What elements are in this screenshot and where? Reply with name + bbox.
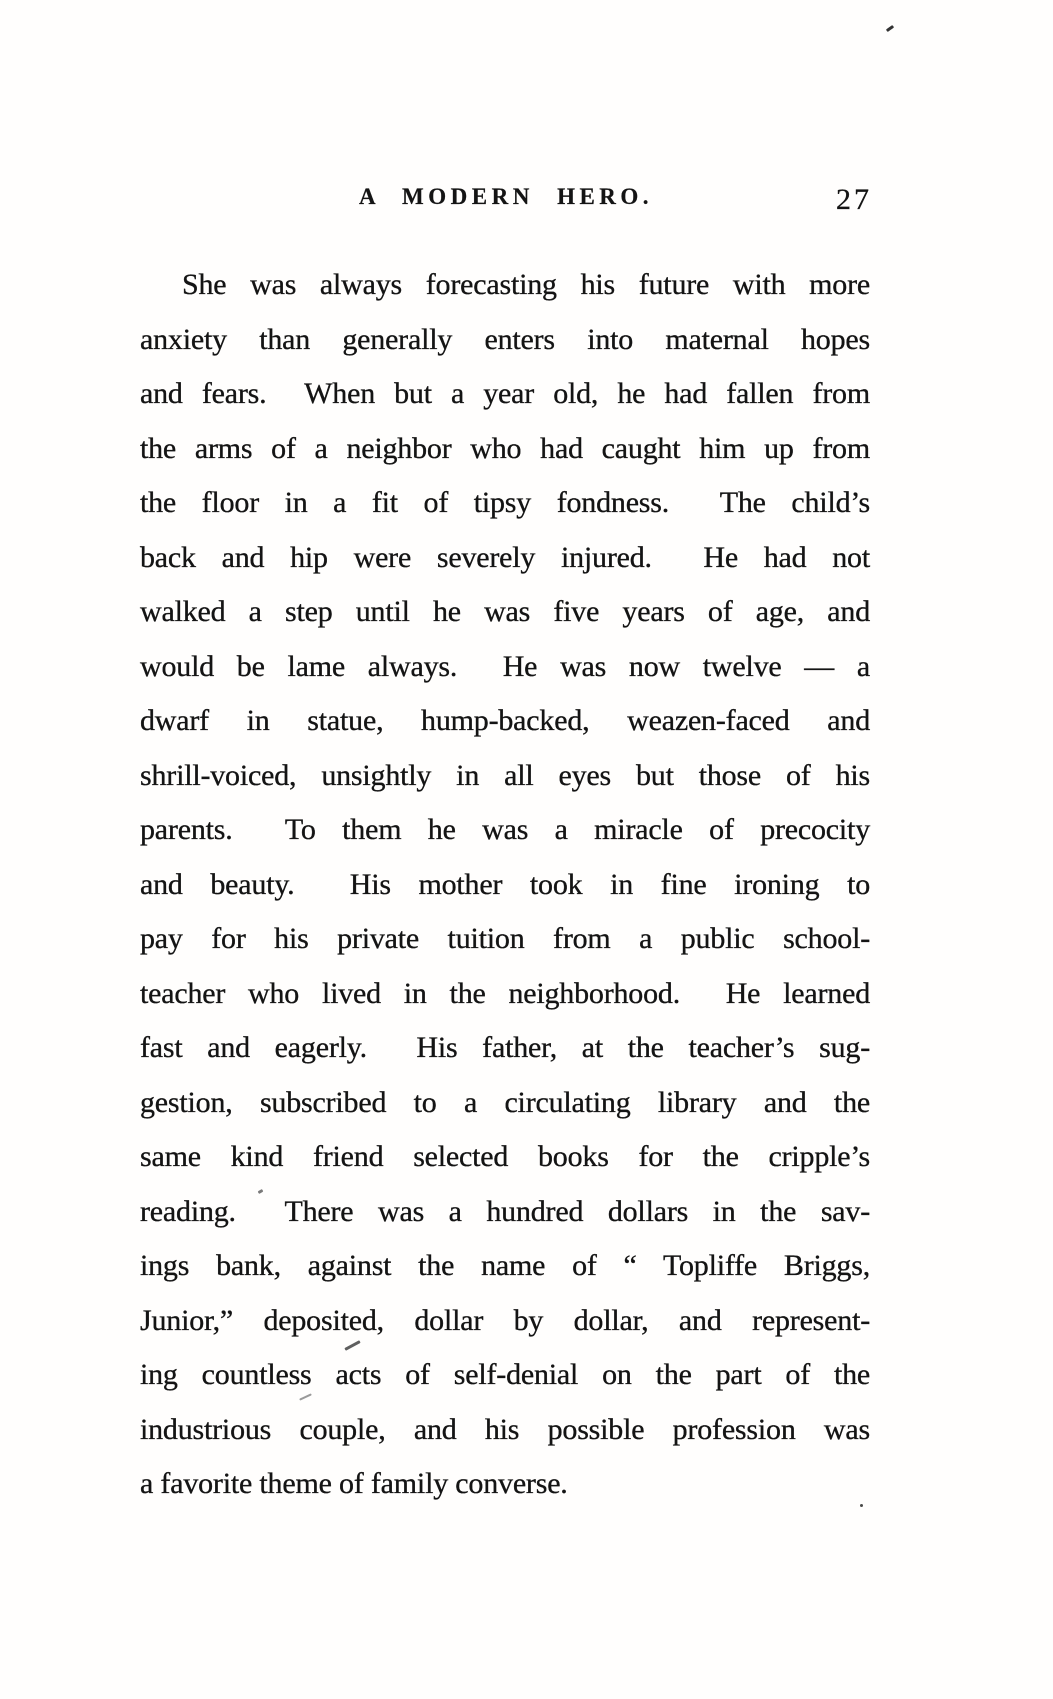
paragraph-line: would be lame always. He was now twelve — a xyxy=(140,649,870,683)
paragraph-line: ing countless acts of self-denial on the part of the xyxy=(140,1358,870,1391)
running-title: A MODERN HERO. xyxy=(358,184,654,209)
paragraph-line: Junior,” deposited, dollar by dollar, and represent- xyxy=(140,1303,870,1337)
page-number: 27 xyxy=(836,183,872,216)
paragraph-line: a favorite theme of family converse. xyxy=(140,1467,568,1500)
paragraph-line: gestion, subscribed to a circulating library and the xyxy=(140,1085,870,1119)
paragraph-line: teacher who lived in the neighborhood. He learned xyxy=(140,976,870,1010)
paragraph-line: industrious couple, and his possible profession was xyxy=(140,1412,870,1446)
running-head xyxy=(140,174,872,220)
paragraph-line: dwarf in statue, hump-backed, weazen-faced and xyxy=(140,704,870,737)
paragraph-line: back and hip were severely injured. He had not xyxy=(140,540,870,574)
paragraph-line: reading. There was a hundred dollars in the sav- xyxy=(140,1194,870,1228)
paragraph-line: ings bank, against the name of “ Topliffe Briggs, xyxy=(140,1249,870,1282)
paragraph-line: and fears. When but a year old, he had fallen from xyxy=(140,377,870,410)
scan-speck xyxy=(886,25,894,32)
paragraph-line: same kind friend selected books for the cripple’s xyxy=(140,1140,870,1173)
paragraph-line: shrill-voiced, unsightly in all eyes but those of his xyxy=(140,758,870,792)
paragraph-line: the floor in a fit of tipsy fondness. The child’s xyxy=(140,486,870,519)
paragraph-line: She was always forecasting his future with more xyxy=(182,268,870,301)
paragraph-line: pay for his private tuition from a public school- xyxy=(140,922,870,955)
paragraph-line: fast and eagerly. His father, at the teacher’s sug- xyxy=(140,1031,870,1064)
paragraph-line: anxiety than generally enters into maternal hopes xyxy=(140,322,870,356)
paragraph-line: the arms of a neighbor who had caught him up from xyxy=(140,431,870,465)
paragraph xyxy=(140,258,870,1512)
paragraph-line: parents. To them he was a miracle of precocity xyxy=(140,813,870,846)
paragraph-line: and beauty. His mother took in fine ironing to xyxy=(140,867,870,901)
paragraph-line: walked a step until he was five years of age, and xyxy=(140,595,870,628)
